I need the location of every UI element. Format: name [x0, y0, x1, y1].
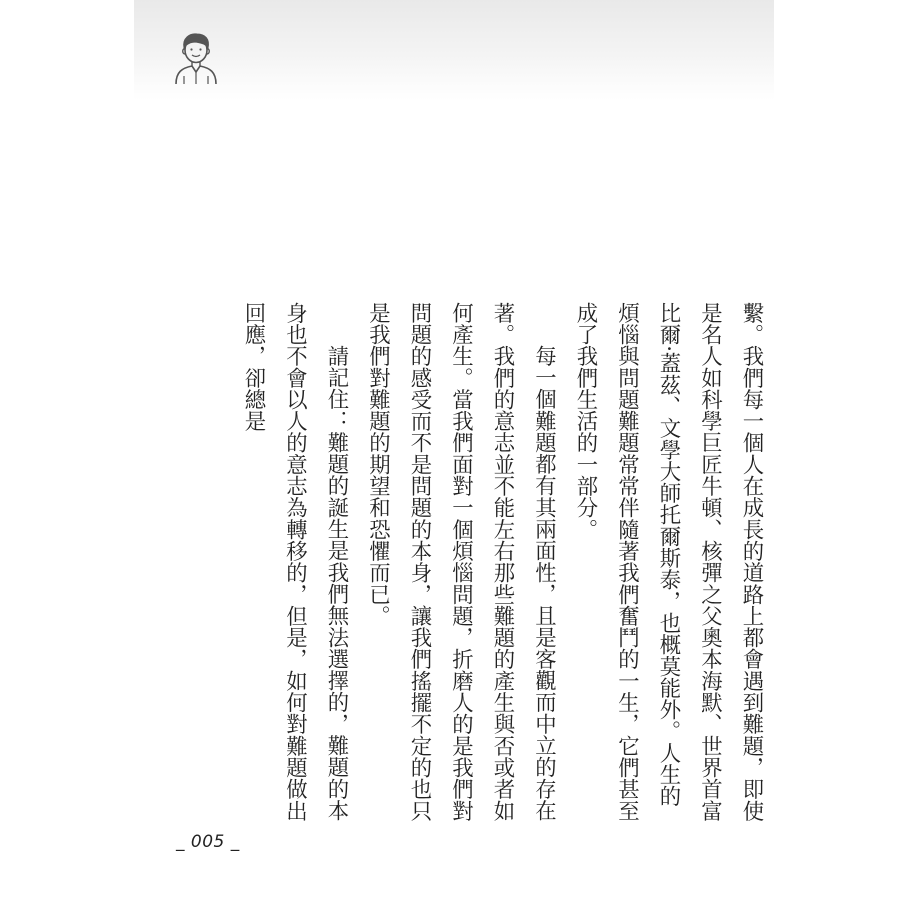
page-number-dash-left: _ — [176, 832, 185, 852]
person-avatar-icon — [172, 30, 218, 84]
paragraph-3: 請記住：難題的誕生是我們無法選擇的，難題的本身也不會以人的意志為轉移的，但是，如何對難題做出回應，卻總是 — [241, 302, 349, 822]
paragraph-2: 每一個難題都有其兩面性，且是客觀而中立的存在著。我們的意志並不能左右那些難題的產生與否或者如何產生。當我們面對一個煩惱問題，折磨人的是我們對問題的感受而不是問題的本身，讓我們搖擺不定的也只是我們對難題的期望和恐懼而已。 — [365, 302, 557, 822]
page-header-band — [134, 0, 774, 100]
page-number — [176, 832, 240, 852]
vertical-body-text — [240, 302, 772, 822]
page-number-dash-right: _ — [230, 832, 240, 852]
paragraph-1: 繫。我們每一個人在成長的道路上都會遇到難題，即使是名人如科學巨匠牛頓、核彈之父奧本海默、世界首富比爾·蓋茲、文學大師托爾斯泰，也概莫能外。人生的煩惱與問題難題常常伴隨著我們奮鬥的一生，它們甚至成了我們生活的一部分。 — [573, 302, 764, 822]
page-number-value: 005 — [190, 832, 225, 852]
